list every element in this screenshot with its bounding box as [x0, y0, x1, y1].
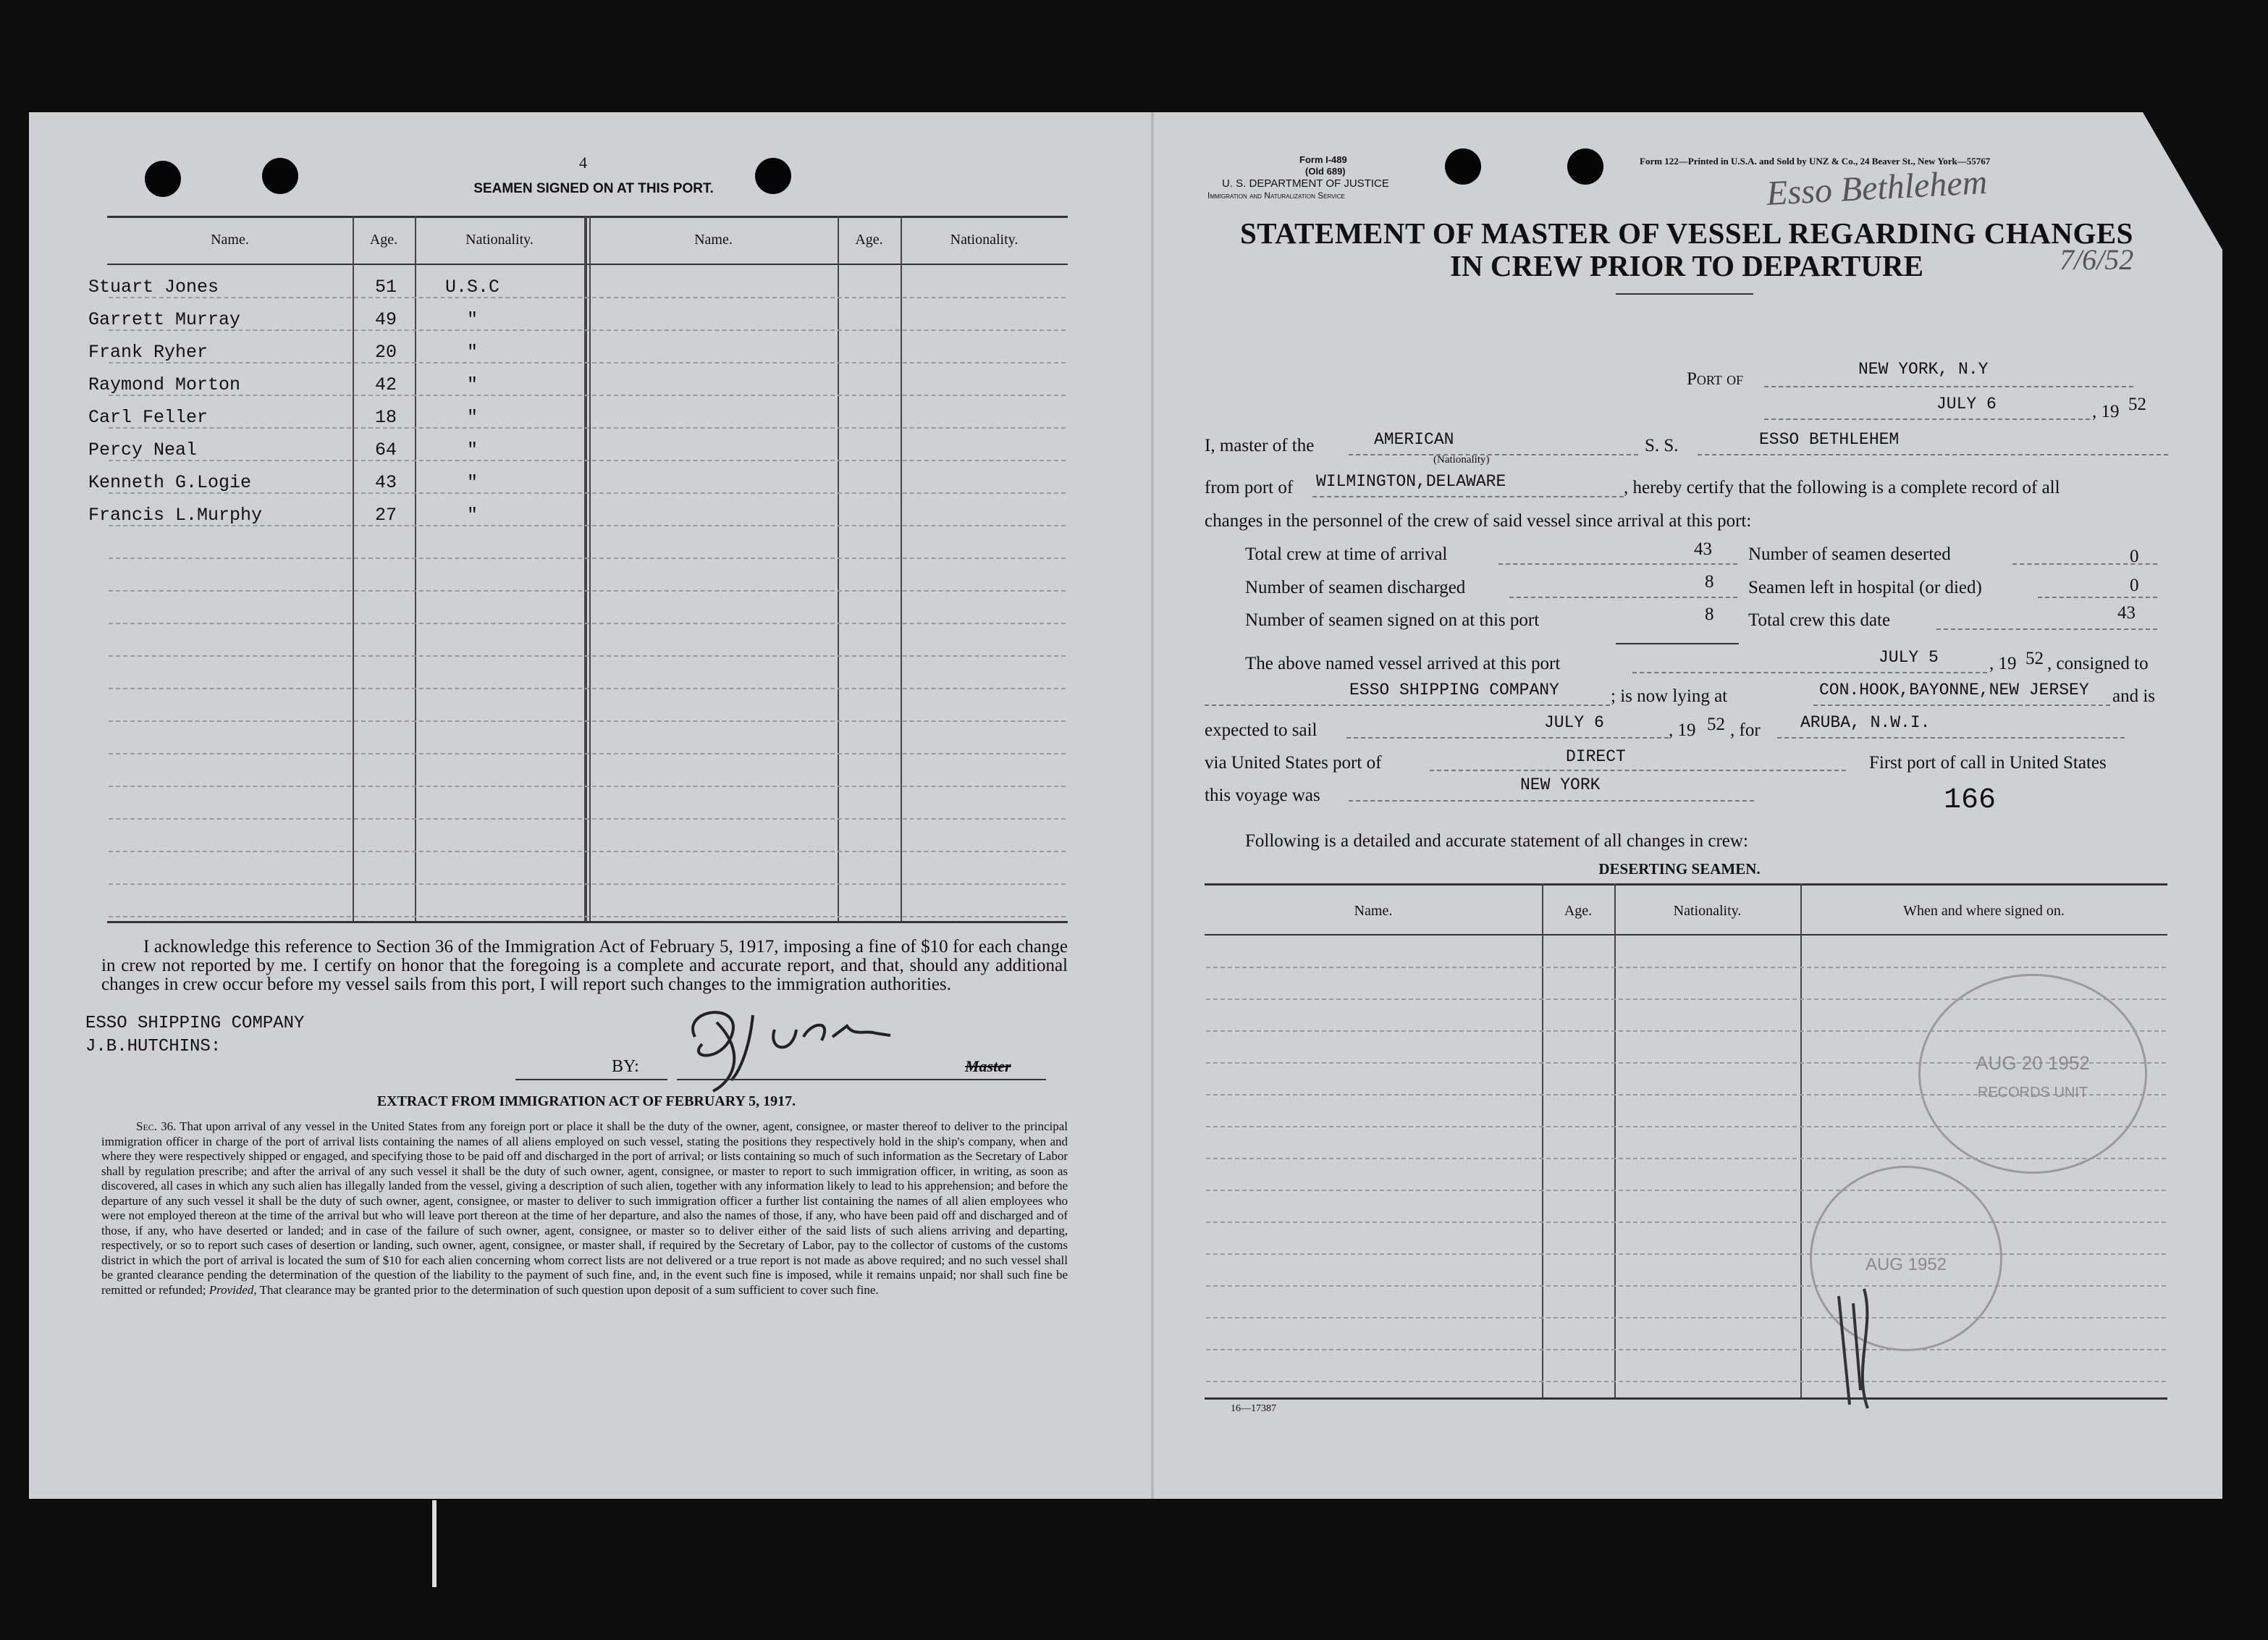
crew-age: 20	[375, 342, 397, 363]
crew-name: Stuart Jones	[88, 277, 219, 298]
sail-underline	[1346, 737, 1669, 739]
for-label: , for	[1730, 720, 1761, 740]
year-value: 52	[2128, 395, 2146, 414]
via-value: DIRECT	[1566, 747, 1626, 766]
row-guide-line	[109, 525, 1066, 526]
handwritten-date: 7/6/52	[2060, 243, 2134, 276]
extract-text	[101, 1119, 1068, 1298]
row-guide-line	[109, 720, 1066, 722]
crew-nationality: "	[467, 505, 479, 526]
stat-underline	[1498, 563, 1737, 565]
year-prefix: , 19	[2092, 402, 2120, 421]
crew-age: 64	[375, 440, 397, 461]
table-row	[87, 371, 1068, 404]
extract-title: EXTRACT FROM IMMIGRATION ACT OF FEBRUARY 5, 1917.	[376, 1093, 796, 1109]
and-is-label: and is	[2112, 686, 2156, 706]
stat-right-underline	[2012, 563, 2157, 565]
stat-label: Number of seamen signed on at this port	[1245, 610, 1540, 630]
stamp-date: AUG 1952	[1865, 1255, 1947, 1274]
handwritten-vessel: Esso Bethlehem	[1765, 163, 1989, 213]
stamp-text: RECORDS UNIT	[1977, 1085, 2088, 1101]
received-stamp	[1918, 974, 2147, 1174]
crew-age: 51	[375, 277, 397, 298]
stamp-initials	[1824, 1282, 1889, 1412]
agent-line-2: J.B.HUTCHINS:	[85, 1037, 222, 1056]
stat-value: 8	[1705, 605, 1714, 624]
punch-hole	[1567, 148, 1603, 185]
master-of-label: I, master of the	[1205, 436, 1315, 455]
crew-age: 18	[375, 407, 397, 428]
deserting-col-name: Name.	[1354, 903, 1393, 919]
vessel-value: ESSO BETHLEHEM	[1759, 430, 1900, 449]
via-underline	[1430, 770, 1846, 771]
row-guide-line	[1206, 1221, 2166, 1223]
arrived-year: 52	[2025, 649, 2044, 668]
number-166: 166	[1944, 784, 1997, 817]
voyage-label: this voyage was	[1205, 786, 1320, 805]
first-port-label: First port of call in United States	[1869, 753, 2107, 773]
crew-age: 49	[375, 309, 397, 330]
lying-label: ; is now lying at	[1611, 686, 1728, 706]
service-name: Immigration and Naturalization Service	[1207, 190, 1345, 201]
stat-right-label: Total crew this date	[1748, 610, 1891, 630]
row-guide-line	[109, 851, 1066, 852]
changes-text: changes in the personnel of the crew of said vessel since arrival at this port:	[1205, 511, 1752, 531]
crew-name: Raymond Morton	[88, 374, 241, 395]
arrived-year-prefix: , 19	[1989, 654, 2017, 673]
row-guide-line	[109, 753, 1066, 754]
page-fold	[1151, 112, 1154, 1499]
deserting-table-top	[1205, 883, 2167, 886]
crew-nationality: "	[467, 374, 479, 395]
title-underline	[1616, 293, 1753, 295]
from-port-value: WILMINGTON,DELAWARE	[1316, 472, 1506, 491]
row-guide-line	[1206, 1253, 2166, 1255]
row-guide-line	[109, 655, 1066, 657]
row-guide-line	[109, 329, 1066, 331]
table-row	[87, 339, 1068, 371]
row-guide-line	[109, 427, 1066, 429]
agent-line-1: ESSO SHIPPING COMPANY	[85, 1014, 305, 1033]
lying-underline	[1813, 705, 2110, 706]
vessel-underline	[1698, 454, 2168, 455]
table-top-rule	[107, 216, 1068, 218]
arrived-value: JULY 5	[1879, 648, 1939, 667]
consigned-label: , consigned to	[2047, 654, 2149, 673]
row-guide-line	[1206, 967, 2166, 968]
crew-name: Garrett Murray	[88, 309, 241, 330]
stat-right-underline	[2038, 597, 2157, 598]
printer-note: Form 122—Printed in U.S.A. and Sold by UNZ & Co., 24 Beaver St., New York—55767	[1640, 156, 1991, 167]
crew-age: 43	[375, 472, 397, 493]
department-name: U. S. DEPARTMENT OF JUSTICE	[1222, 177, 1389, 190]
extract-section: Sec. 36.	[136, 1119, 177, 1133]
stamp-date: AUG 20 1952	[1976, 1052, 2090, 1074]
row-guide-line	[109, 460, 1066, 461]
stat-label: Number of seamen discharged	[1245, 578, 1466, 597]
row-guide-line	[109, 362, 1066, 363]
consignee-value: ESSO SHIPPING COMPANY	[1349, 681, 1559, 699]
column-divider	[1542, 883, 1543, 1397]
acknowledgement: I acknowledge this reference to Section 36 of the Immigration Act of February 5, 1917, imposing a fine of $10 for each change in crew not reported by me. I certify on honor that the foregoing is a complete and accurate report, and that, should any additional changes in crew occur before my vessel sails from this port, I will report such changes to the immigration authorities.	[101, 937, 1068, 994]
row-guide-line	[109, 558, 1066, 559]
col-header-nationality: Nationality.	[465, 232, 534, 248]
destination-underline	[1777, 737, 2125, 739]
stat-right-value: 43	[2117, 603, 2136, 623]
crew-nationality: "	[467, 342, 479, 363]
stat-value: 43	[1694, 539, 1712, 559]
extract-provided: Provided,	[208, 1282, 257, 1297]
row-guide-line	[109, 883, 1066, 885]
form-title-line-1: STATEMENT OF MASTER OF VESSEL REGARDING CHANGES	[1239, 216, 2133, 250]
nationality-caption: (Nationality)	[1433, 454, 1490, 466]
section-title: SEAMEN SIGNED ON AT THIS PORT.	[473, 181, 714, 196]
binding-mark	[432, 1500, 437, 1587]
crew-name: Francis L.Murphy	[88, 505, 263, 526]
crew-name: Percy Neal	[88, 440, 198, 461]
sail-year-prefix: , 19	[1669, 720, 1696, 740]
sail-value: JULY 6	[1544, 713, 1604, 732]
form-number: Form I-489	[1299, 154, 1347, 165]
punch-hole	[145, 161, 181, 197]
row-guide-line	[109, 623, 1066, 624]
stat-label: Total crew at time of arrival	[1245, 544, 1448, 564]
voyage-underline	[1349, 800, 1754, 802]
table-row	[87, 502, 1068, 534]
crew-name: Frank Ryher	[88, 342, 208, 363]
row-guide-line	[109, 818, 1066, 820]
form-old-number: (Old 689)	[1305, 166, 1346, 177]
from-port-underline	[1312, 496, 1624, 497]
nationality-value: AMERICAN	[1374, 430, 1454, 449]
date-underline	[1764, 419, 2090, 420]
table-row	[87, 274, 1068, 306]
date-value: JULY 6	[1936, 395, 1997, 413]
port-value: NEW YORK, N.Y	[1858, 360, 1989, 379]
row-guide-line	[109, 916, 1066, 917]
col-header-nationality-2: Nationality.	[950, 232, 1019, 248]
crew-nationality: "	[467, 440, 479, 461]
row-guide-line	[109, 297, 1066, 298]
master-label: Master	[965, 1057, 1011, 1075]
stat-right-value: 0	[2130, 576, 2139, 595]
arrived-label: The above named vessel arrived at this port	[1245, 654, 1561, 673]
row-guide-line	[1206, 1349, 2166, 1350]
row-guide-line	[109, 492, 1066, 494]
by-label: BY:	[612, 1057, 639, 1076]
row-guide-line	[1206, 1190, 2166, 1191]
agent-signature-line	[515, 1079, 667, 1080]
column-divider	[1614, 883, 1616, 1397]
port-label: Port of	[1687, 369, 1744, 389]
row-guide-line	[1206, 1285, 2166, 1287]
row-guide-line	[109, 590, 1066, 592]
port-underline	[1764, 386, 2133, 387]
page-number: 4	[579, 154, 587, 172]
destination-value: ARUBA, N.W.I.	[1800, 713, 1931, 732]
crew-nationality: U.S.C	[445, 277, 500, 298]
lying-value: CON.HOOK,BAYONNE,NEW JERSEY	[1819, 681, 2089, 699]
deserting-table-bottom	[1205, 1397, 2167, 1400]
punch-hole	[1445, 148, 1481, 185]
crew-nationality: "	[467, 472, 479, 493]
col-header-age: Age.	[369, 232, 398, 248]
deserting-col-signed-on: When and where signed on.	[1903, 903, 2065, 919]
consignee-underline	[1205, 705, 1610, 706]
extract-tail: That clearance may be granted prior to the determination of such question upon deposit of a sum sufficient to cover such fine.	[259, 1282, 879, 1297]
table-bottom-rule	[107, 921, 1068, 923]
following-text: Following is a detailed and accurate statement of all changes in crew:	[1245, 831, 1748, 851]
table-row	[87, 306, 1068, 339]
sail-year: 52	[1707, 715, 1725, 734]
crew-name: Carl Feller	[88, 407, 208, 428]
row-guide-line	[1206, 1381, 2166, 1382]
voyage-value: NEW YORK	[1520, 775, 1601, 794]
deserting-col-nationality: Nationality.	[1673, 903, 1742, 919]
table-row	[87, 404, 1068, 437]
table-header-rule	[107, 264, 1068, 265]
nationality-underline	[1349, 454, 1638, 455]
stat-right-label: Number of seamen deserted	[1748, 544, 1951, 564]
ss-label: S. S.	[1645, 436, 1679, 455]
from-port-label: from port of	[1205, 478, 1294, 497]
expected-label: expected to sail	[1205, 720, 1318, 740]
deserting-title: DESERTING SEAMEN.	[1598, 860, 1761, 878]
row-guide-line	[109, 688, 1066, 689]
footer-code: 16—17387	[1231, 1403, 1276, 1414]
deserting-col-age: Age.	[1564, 903, 1593, 919]
crew-age: 42	[375, 374, 397, 395]
stat-underline	[1509, 597, 1737, 598]
row-guide-line	[1206, 1317, 2166, 1319]
crew-nationality: "	[467, 407, 479, 428]
table-row	[87, 437, 1068, 469]
arrived-underline	[1632, 672, 1987, 673]
col-header-name-2: Name.	[694, 232, 733, 248]
extract-body: That upon arrival of any vessel in the United States from any foreign port or place it shall be the duty of the owner, agent, consignee, or master thereof to deliver to the principal immigration officer in charge of the port of arrival lists containing the names of all aliens employed on such vessel, stating the positions they respectively hold in the ship's company, when and where they were respectively shipped or engaged, and specifying those to be paid off and discharged in the port of arrival; or lists containing so much of such information as the Secretary of Labor shall by regulation prescribe; and after the arrival of any such vessel it shall be the duty of such owner, agent, consignee, or master to report to such immigration officer, in writing, as soon as discovered, all cases in which any such alien has illegally landed from the vessel, giving a description of such alien, together with any information likely to lead to his apprehension; and before the departure of any such vessel it shall be the duty of such owner, agent, consignee, or master to deliver to such immigration officer a further list containing the names of all alien employees who were not employed thereon at the time of the arrival but who will leave port thereon at the time of her departure, and also the names of those, if any, who have been paid off and discharged and of those, if any, who have deserted or landed; and in case of the failure of such owner, agent, consignee, or master so to deliver either of the said lists of such aliens arriving and departing, respectively, or so to report such cases of desertion or landing, such owner, agent, consignee, or master shall, if required by the Secretary of Labor, pay to the collector of customs of the customs district in which the port of arrival is located the sum of $10 for each alien concerning whom correct lists are not delivered or a true report is not made as above required; and no such vessel shall be granted clearance pending the determination of the question of the liability to the payment of such fine, and, in the event such fine is imposed, while it remains unpaid; nor shall such fine be remitted or refunded;	[101, 1119, 1068, 1297]
form-title-line-2: IN CREW PRIOR TO DEPARTURE	[1450, 249, 1923, 282]
col-header-age-2: Age.	[855, 232, 883, 248]
stat-underline	[1616, 643, 1739, 644]
crew-name: Kenneth G.Logie	[88, 472, 252, 493]
stat-value: 8	[1705, 572, 1714, 592]
stat-right-value: 0	[2130, 547, 2139, 566]
master-signature-line	[677, 1079, 1046, 1080]
row-guide-line	[109, 786, 1066, 787]
col-header-name: Name.	[211, 232, 249, 248]
stat-right-underline	[1936, 628, 2157, 630]
column-divider	[1800, 883, 1802, 1397]
via-label: via United States port of	[1205, 753, 1382, 773]
certify-text: , hereby certify that the following is a complete record of all	[1624, 478, 2060, 497]
row-guide-line	[109, 395, 1066, 396]
table-row	[87, 469, 1068, 502]
crew-nationality: "	[467, 309, 479, 330]
acknowledgement-text	[101, 938, 1068, 994]
stat-right-label: Seamen left in hospital (or died)	[1748, 578, 1982, 597]
punch-hole	[262, 158, 298, 194]
crew-age: 27	[375, 505, 397, 526]
deserting-table-header-rule	[1205, 934, 2167, 935]
